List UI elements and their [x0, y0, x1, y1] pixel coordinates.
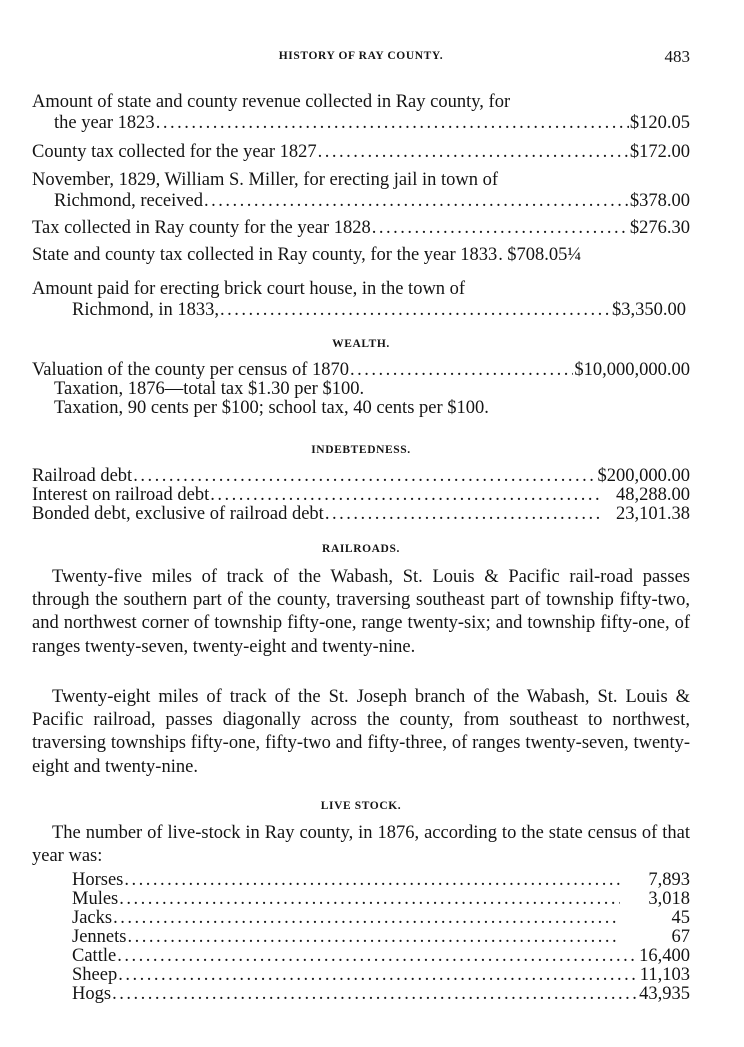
revenue-entry-court-house	[32, 279, 690, 321]
livestock-value: 3,018	[648, 889, 690, 909]
revenue-entry-1828	[32, 218, 690, 239]
taxation-note: Taxation, 90 cents per $100; school tax, 40 cents per $100.	[54, 398, 489, 418]
leader-dots	[210, 486, 602, 505]
debt-label: Bonded debt, exclusive of railroad debt	[32, 504, 324, 524]
railroads-paragraph: Twenty-five miles of track of the Wabash, St. Louis & Pacific rail-road passes through the southern part of the county, traversing southeast part of township fifty-two, and northwest corner of township fifty-one, range twenty-six; and township fifty-one, of ranges twenty-seven, twenty-eight and twenty-nine.	[32, 567, 690, 657]
revenue-entry-1827	[32, 142, 690, 163]
entry-value: $10,000,000.00	[574, 360, 690, 380]
wealth-section	[32, 361, 690, 418]
entry-leader-line	[32, 300, 690, 321]
livestock-label: Sheep	[72, 965, 118, 985]
entry-value: $276.30	[629, 218, 690, 238]
revenue-entry-1823	[32, 92, 690, 134]
leader-dots	[220, 300, 611, 321]
debt-label: Interest on railroad debt	[32, 485, 210, 505]
leader-dots	[133, 467, 596, 486]
revenue-entry-jail	[32, 170, 690, 212]
section-heading-indebtedness: INDEBTEDNESS.	[311, 444, 411, 456]
debt-row	[32, 505, 690, 524]
livestock-row	[72, 890, 690, 909]
leader-dots	[118, 966, 639, 985]
entry-text: Amount of state and county revenue collected in Ray county, for	[32, 92, 511, 112]
entry-label: Tax collected in Ray county for the year 1828	[32, 218, 371, 238]
debt-row	[32, 486, 690, 505]
livestock-value: 11,103	[639, 965, 690, 985]
leader-dots	[124, 871, 620, 890]
livestock-row	[72, 928, 690, 947]
entry-label: County tax collected for the year 1827	[32, 142, 317, 162]
entry-leader-line	[32, 113, 690, 134]
debt-row	[32, 467, 690, 486]
entry-label: Valuation of the county per census of 1870	[32, 360, 349, 380]
leader-dots	[350, 361, 573, 380]
entry-value: $378.00	[629, 191, 690, 211]
leader-dots	[119, 890, 620, 909]
section-heading-live-stock: LIVE STOCK.	[320, 800, 402, 812]
livestock-label: Jacks	[72, 908, 113, 928]
entry-value: $3,350.00	[612, 300, 686, 320]
livestock-row	[72, 947, 690, 966]
entry-label: Richmond, received	[54, 191, 203, 211]
livestock-label: Jennets	[72, 927, 127, 947]
indebtedness-table	[32, 467, 690, 524]
entry-text: Amount paid for erecting brick court house, in the town of	[32, 279, 466, 299]
entry-label: the year 1823	[54, 113, 155, 133]
livestock-row	[72, 909, 690, 928]
running-head-title: HISTORY OF RAY COUNTY.	[278, 50, 444, 62]
debt-value: 23,101.38	[616, 504, 690, 524]
livestock-value: 7,893	[648, 870, 690, 890]
livestock-label: Hogs	[72, 984, 112, 1004]
livestock-label: Mules	[72, 889, 119, 909]
leader-dots	[204, 191, 629, 212]
leader-dots	[117, 947, 638, 966]
leader-dots	[318, 142, 629, 163]
livestock-intro: The number of live-stock in Ray county, in 1876, according to the state census of that year was:	[32, 823, 690, 867]
leader-dots	[325, 505, 602, 524]
entry-label: Richmond, in 1833,	[72, 300, 219, 320]
livestock-label: Cattle	[72, 946, 117, 966]
revenue-entry-1833	[32, 245, 690, 266]
leader-dots	[156, 113, 629, 134]
entry-leader-line	[32, 218, 690, 239]
debt-value: 48,288.00	[616, 485, 690, 505]
livestock-value: 45	[671, 908, 690, 928]
entry-leader-line	[32, 245, 690, 266]
entry-label: State and county tax collected in Ray county, for the year 1833	[32, 245, 498, 265]
debt-value: $200,000.00	[597, 466, 690, 486]
entry-text: November, 1829, William S. Miller, for erecting jail in town of	[32, 170, 499, 190]
livestock-label: Horses	[72, 870, 124, 890]
leader-dots	[112, 985, 638, 1004]
livestock-row	[72, 966, 690, 985]
valuation-line	[32, 361, 690, 380]
livestock-row	[72, 871, 690, 890]
entry-leader-line	[32, 142, 690, 163]
railroads-paragraph: Twenty-eight miles of track of the St. Joseph branch of the Wabash, St. Louis & Pacific railroad, passes diagonally across the county, from southeast to northwest, traversing townships fifty-one, fifty-two and fifty-three, of ranges twenty-seven, twenty-eight and twenty-nine.	[32, 687, 690, 777]
entry-value: $120.05	[629, 113, 690, 133]
leader-dots	[113, 909, 620, 928]
livestock-value: 43,935	[639, 984, 690, 1004]
entry-value: $708.05¼	[507, 245, 582, 265]
livestock-row	[72, 985, 690, 1004]
leader-dots	[498, 245, 506, 266]
page-number: 483	[664, 47, 690, 66]
livestock-value: 67	[671, 927, 690, 947]
debt-label: Railroad debt	[32, 466, 133, 486]
leader-dots	[127, 928, 620, 947]
entry-value: $172.00	[629, 142, 690, 162]
leader-dots	[372, 218, 629, 239]
section-heading-railroads: RAILROADS.	[322, 543, 400, 555]
entry-leader-line	[32, 191, 690, 212]
livestock-value: 16,400	[639, 946, 690, 966]
taxation-note: Taxation, 1876—total tax $1.30 per $100.	[54, 379, 365, 399]
section-heading-wealth: WEALTH.	[332, 338, 390, 350]
